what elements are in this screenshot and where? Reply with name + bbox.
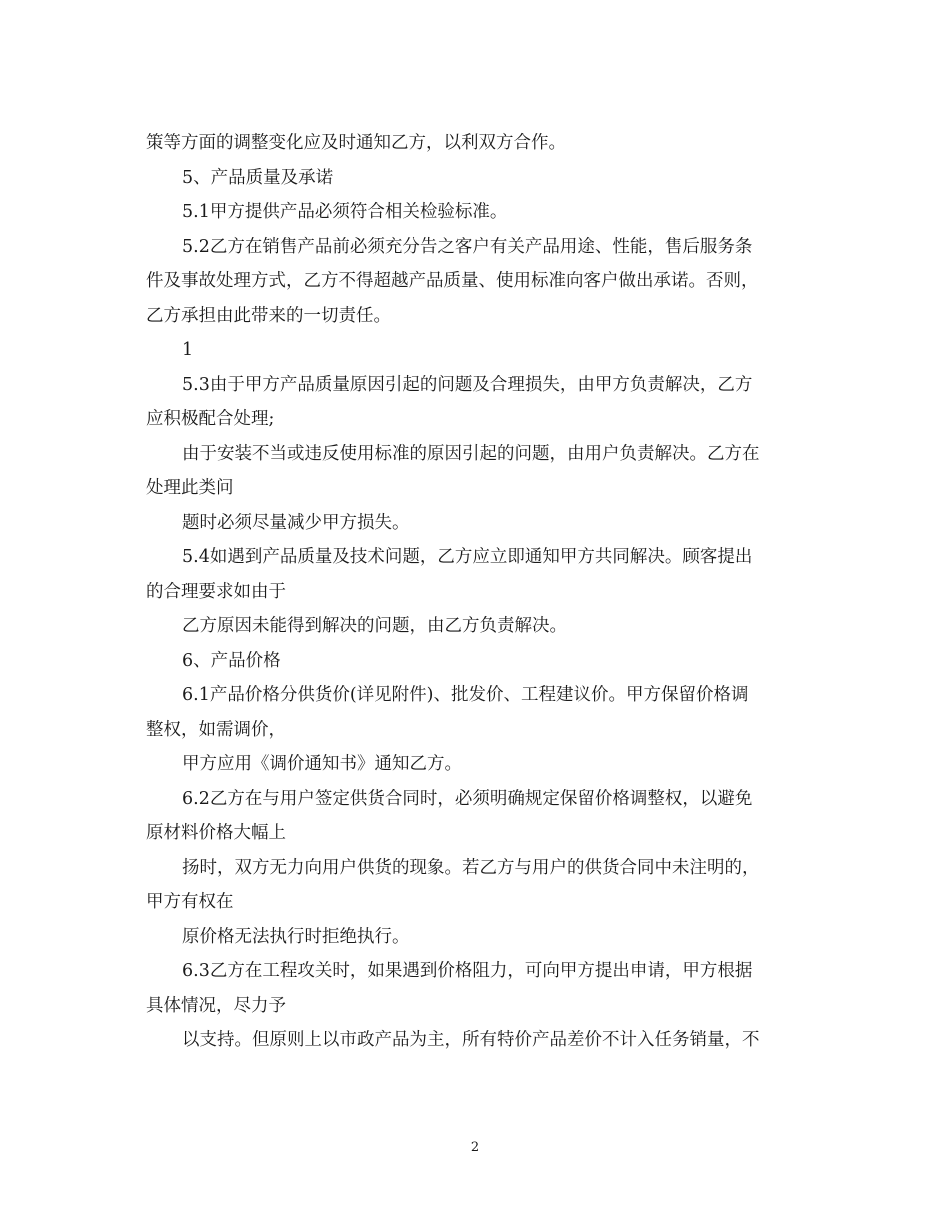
text-line: 甲方应用《调价通知书》通知乙方。 <box>182 754 462 774</box>
text-line: 甲方有权在 <box>146 892 234 912</box>
text-line: 5.4如遇到产品质量及技术问题，乙方应立即通知甲方共同解决。顾客提出 <box>182 547 753 567</box>
page-number: 2 <box>470 1140 480 1155</box>
text-line: 乙方承担由此带来的一切责任。 <box>146 305 391 326</box>
text-line: 的合理要求如由于 <box>146 581 286 602</box>
text-line: 5.3由于甲方产品质量原因引起的问题及合理损失，由甲方负责解决，乙方 <box>182 374 753 395</box>
text-line: 5.1甲方提供产品必须符合相关检验标准。 <box>182 202 508 222</box>
text-line: 原价格无法执行时拒绝执行。 <box>182 926 410 947</box>
text-line: 题时必须尽量减少甲方损失。 <box>182 512 410 533</box>
text-line: 5.2乙方在销售产品前必须充分告之客户有关产品用途、性能，售后服务条 <box>182 236 753 257</box>
text-line: 应积极配合处理; <box>146 409 275 429</box>
text-line: 原材料价格大幅上 <box>146 823 286 843</box>
text-line: 6.3乙方在工程攻关时，如果遇到价格阻力，可向甲方提出申请，甲方根据 <box>182 961 753 981</box>
text-line: 6.1产品价格分供货价(详见附件)、批发价、工程建议价。甲方保留价格调 <box>182 685 749 705</box>
text-line: 处理此类问 <box>146 478 234 498</box>
text-line: 以支持。但原则上以市政产品为主，所有特价产品差价不计入任务销量，不 <box>182 1030 760 1050</box>
text-line: 整权，如需调价， <box>146 719 286 740</box>
text-line: 乙方原因未能得到解决的问题，由乙方负责解决。 <box>182 616 567 636</box>
text-line: 策等方面的调整变化应及时通知乙方，以利双方合作。 <box>146 133 566 153</box>
text-line: 具体情况，尽力予 <box>146 995 286 1016</box>
text-line: 件及事故处理方式，乙方不得超越产品质量、使用标准向客户做出承诺。否则， <box>146 271 759 291</box>
text-line: 6.2乙方在与用户签定供货合同时，必须明确规定保留价格调整权，以避免 <box>182 788 753 809</box>
text-line: 扬时，双方无力向用户供货的现象。若乙方与用户的供货合同中未注明的， <box>182 857 760 878</box>
text-line: 6、产品价格 <box>182 650 281 671</box>
document-body <box>146 126 806 1058</box>
text-line: 5、产品质量及承诺 <box>182 167 334 188</box>
text-line: 由于安装不当或违反使用标准的原因引起的问题，由用户负责解决。乙方在 <box>182 443 760 464</box>
text-line: 1 <box>182 340 194 360</box>
